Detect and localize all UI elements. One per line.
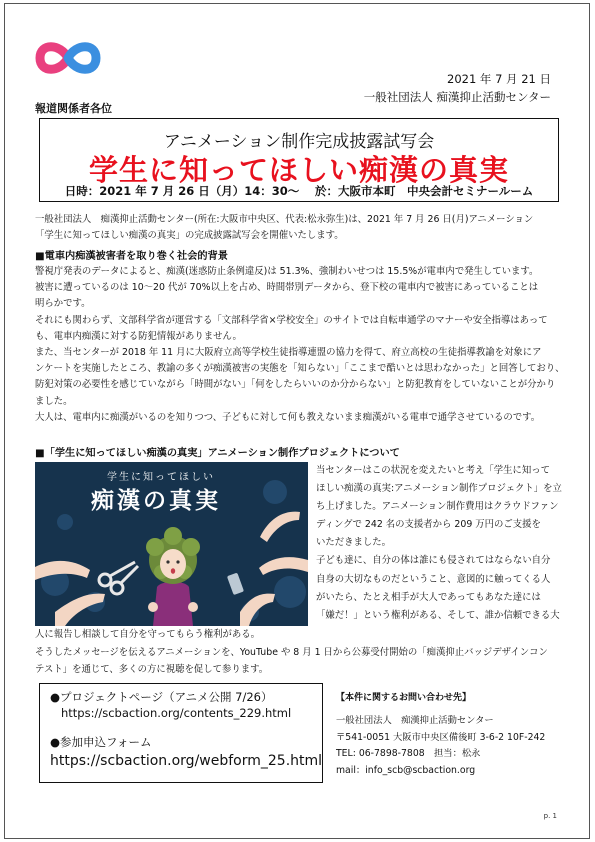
section1-line: それにも関わらず、文部科学省が運営する「文部科学省×学校安全」のサイトでは自転車通学のマナーや安全指導はあって xyxy=(35,314,548,326)
date-value: 2021 年 7 月 26 日（月）14：30～ xyxy=(99,184,300,198)
page-number: p. 1 xyxy=(543,812,557,820)
section1-line: また、当センターが 2018 年 11 月に大阪府立高等学校生徒指導連盟の協力を得て、府立高校の生徒指導教諭を対象にア xyxy=(35,347,542,359)
section1-line: 防犯対策の必要性を感じていながら「時間がない」「何をしたらいいのか分からない」と防犯教育をしていないことが分かり xyxy=(35,379,556,391)
section1-heading: ■電車内痴漢被害者を取り巻く社会的背景 xyxy=(35,251,228,262)
event-subtitle: アニメーション制作完成披露試写会 xyxy=(163,132,435,152)
section2-line: ディングで 242 名の支援者から 209 万円のご支援を xyxy=(316,519,541,531)
section2-line: ち上げました。アニメーション制作費用はクラウドファン xyxy=(316,501,559,513)
section1-line: も、電車内痴漢に対する防犯情報がありません。 xyxy=(35,330,242,342)
section1-body xyxy=(35,264,565,426)
links-box xyxy=(39,683,323,783)
entry-form-label: ●参加申込フォーム xyxy=(50,735,152,749)
section2-line: 当センターはこの状況を変えたいと考え「学生に知って xyxy=(316,465,551,476)
intro-paragraph xyxy=(35,212,533,244)
visual-title: 痴漢の真実 xyxy=(91,488,221,514)
intro-line: 「学生に知ってほしい痴漢の真実」の完成披露試写会を開催いたします。 xyxy=(35,230,344,242)
section1-line: 明らかです。 xyxy=(35,298,91,310)
main-title: 学生に知ってほしい痴漢の真実 xyxy=(88,153,509,187)
infinity-logo-icon xyxy=(34,38,102,78)
section2-line: 「嫌だ！」という権利がある、そして、誰か信頼できる大 xyxy=(316,609,560,621)
contact-address: 〒541-0051 大阪市中央区備後町 3-6-2 10F-242 xyxy=(336,731,546,743)
release-date: 2021 年 7 月 21 日 xyxy=(447,72,551,86)
intro-line: 一般社団法人 痴漢抑止活動センター(所在:大阪市中央区、代表:松永弥生)は、2021 年 7 月 26 日(月)アニメーション xyxy=(35,214,534,225)
title-box xyxy=(39,118,559,202)
visual-small-caption: 学生に知ってほしい xyxy=(107,472,215,483)
section2-heading: ■「学生に知ってほしい痴漢の真実」アニメーション制作プロジェクトについて xyxy=(35,448,400,459)
section2-line: 人に報告し相談して自分を守ってもらう権利がある。 xyxy=(35,629,261,640)
issuing-organization: 一般社団法人 痴漢抑止活動センター xyxy=(363,90,551,104)
addressee: 報道関係者各位 xyxy=(35,102,112,115)
section2-line: いただきました。 xyxy=(316,537,392,549)
contact-tel: TEL: 06-7898-7808 担当：松永 xyxy=(336,748,481,759)
contact-block xyxy=(336,683,564,783)
project-page-link[interactable]: https://scbaction.org/contents_229.html xyxy=(61,706,292,720)
contact-heading: 【本件に関するお問い合わせ先】 xyxy=(336,693,472,703)
section1-line: 警視庁発表のデータによると、痴漢(迷惑防止条例違反)は 51.3%、強制わいせつは 15.5%が電車内で発生しています。 xyxy=(35,266,539,277)
project-page-label: ●プロジェクトページ（アニメ公開 7/26） xyxy=(50,690,273,704)
animation-key-visual xyxy=(35,462,308,626)
section2-line: テスト」を通じて、多くの方に視聴を促して参ります。 xyxy=(35,664,269,675)
section2-body xyxy=(35,626,548,679)
section2-line: ほしい痴漢の真実:アニメーション制作プロジェクト」を立 xyxy=(316,483,562,495)
place-label: 於： xyxy=(314,184,338,198)
date-label: 日時： xyxy=(64,184,100,198)
section2-line: そうしたメッセージを伝えるアニメーションを、YouTube や 8 月 1 日から公募受付開始の「痴漢抑止バッジデザインコン xyxy=(35,646,548,658)
contact-mail[interactable]: mail：info_scb@scbaction.org xyxy=(336,764,476,776)
section1-line: ました。 xyxy=(35,395,73,407)
contact-details xyxy=(336,713,545,779)
section2-line: 子ども達に、自分の体は誰にも侵されてはならない自分 xyxy=(316,555,551,567)
section1-line: 大人は、電車内に痴漢がいるのを知りつつ、子どもに対して何も教えないまま痴漢がいる電車で通学させているのです。 xyxy=(35,411,541,423)
section2-line: がいたら、たとえ相手が大人であってもあなた達には xyxy=(316,591,541,603)
section1-line: ンケートを実施したところ、教諭の多くが痴漢被害の実態を「知らない」「ここまで酷いとは思わなかった」と回答しており、 xyxy=(35,363,565,375)
contact-org: 一般社団法人 痴漢抑止活動センター xyxy=(336,715,494,726)
section2-right-text xyxy=(316,462,562,625)
section1-line: 被害に遭っているのは 10～20 代が 70%以上を占め、時間帯別データから、登下校の電車内で被害にあっていることは xyxy=(35,282,539,294)
place-value: 大阪市本町 中央会計セミナールーム xyxy=(337,184,534,198)
event-details xyxy=(40,183,558,199)
entry-form-link[interactable]: https://scbaction.org/webform_25.html xyxy=(50,753,323,769)
section2-line: 自身の大切なものだということ、意図的に触ってくる人 xyxy=(316,573,551,585)
